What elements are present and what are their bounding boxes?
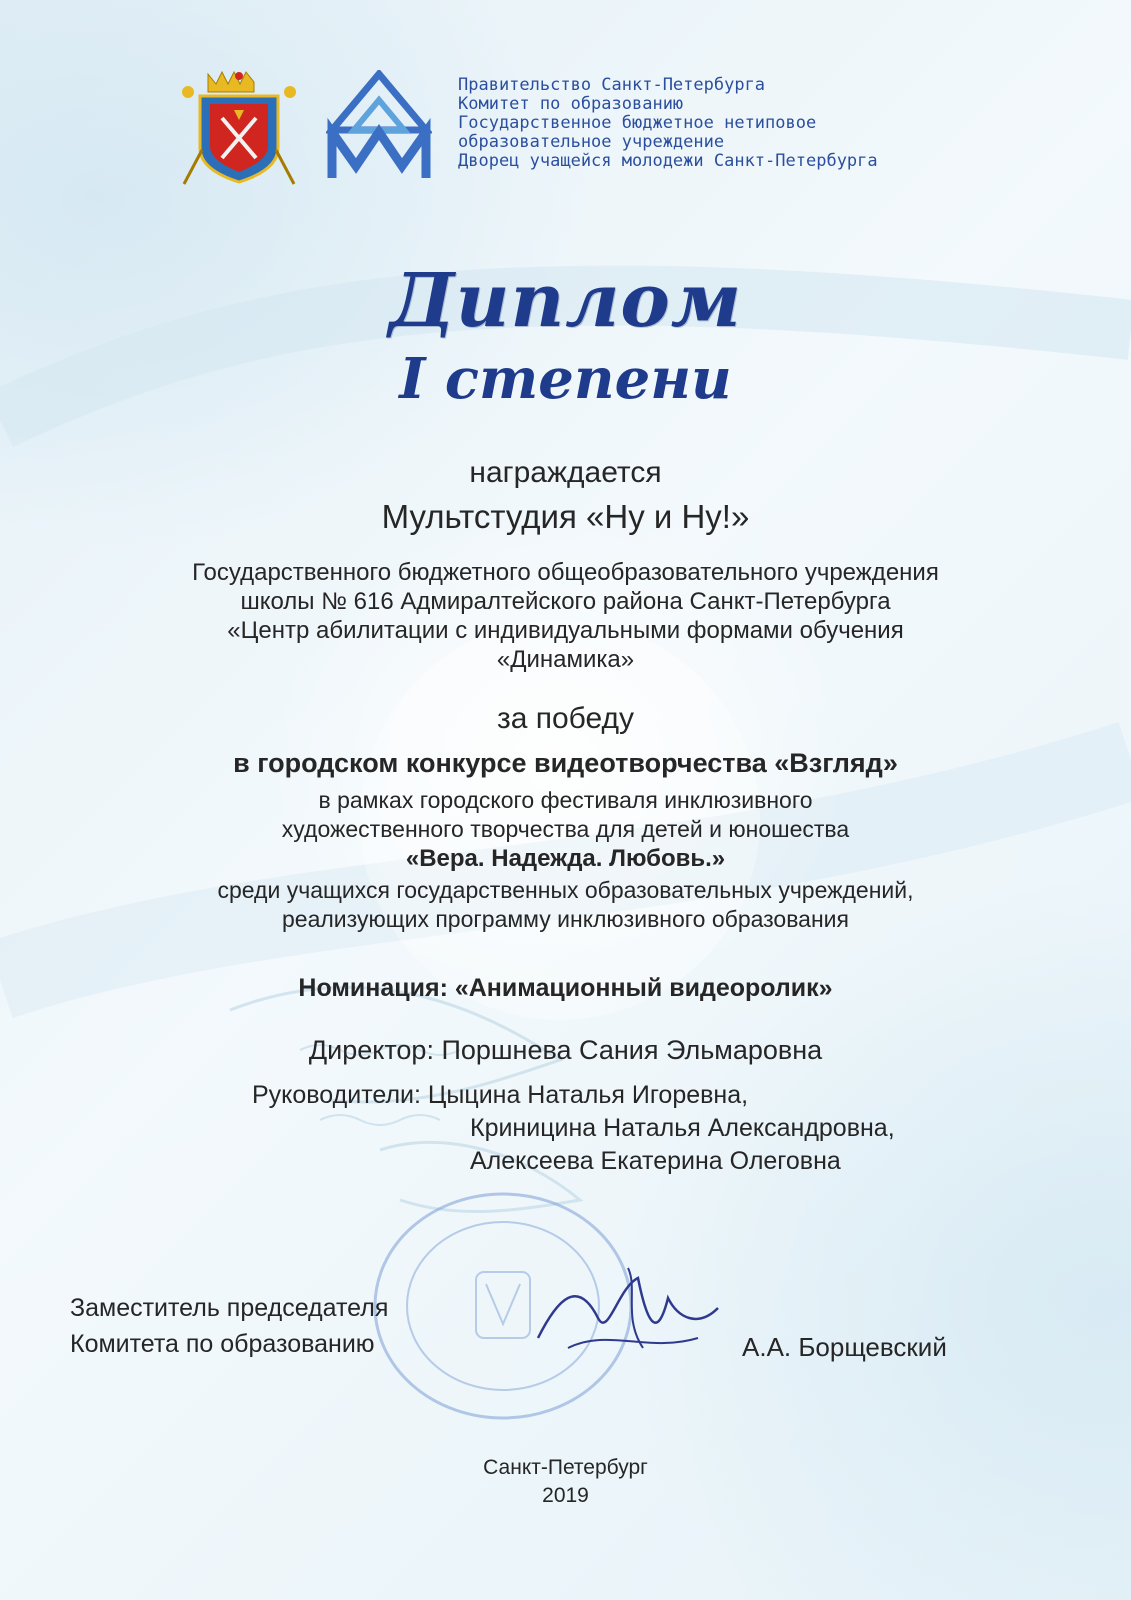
leader-name: Цыцина Наталья Игоревна, bbox=[427, 1081, 749, 1109]
leaders-row bbox=[252, 1079, 895, 1112]
leader-name: Алексеева Екатерина Олеговна bbox=[470, 1147, 841, 1175]
frame-line: художественного творчества для детей и юношества bbox=[281, 816, 850, 842]
leader-name: Криницина Наталья Александровна, bbox=[470, 1114, 895, 1142]
signer-position bbox=[70, 1290, 388, 1362]
spb-coat-of-arms-icon bbox=[178, 66, 300, 188]
recipient-name: Мультстудия «Ну и Ну!» bbox=[381, 498, 750, 535]
school-line: «Динамика» bbox=[496, 646, 635, 673]
footer-year: 2019 bbox=[542, 1484, 589, 1507]
org-line: Правительство Санкт-Петербурга bbox=[458, 75, 766, 95]
among-line: среди учащихся государственных образовательных учреждений, bbox=[217, 877, 914, 903]
frame-line: в рамках городского фестиваля инклюзивного bbox=[318, 787, 813, 813]
school-description bbox=[0, 558, 1131, 674]
school-line: «Центр абилитации с индивидуальными формами обучения bbox=[227, 617, 904, 644]
palace-youth-logo-icon bbox=[326, 70, 432, 182]
director-line: Директор: Поршнева Сания Эльмаровна bbox=[308, 1035, 823, 1065]
festival-frame-text bbox=[0, 786, 1131, 844]
among-text bbox=[0, 876, 1131, 934]
organization-header bbox=[458, 76, 878, 171]
footer-city: Санкт-Петербург bbox=[483, 1456, 648, 1479]
leaders-label: Руководители: bbox=[252, 1081, 421, 1109]
school-line: Государственного бюджетного общеобразовательного учреждения bbox=[192, 559, 939, 586]
org-line: образовательное учреждение bbox=[458, 132, 725, 152]
leaders-block bbox=[252, 1079, 895, 1178]
org-line: Государственное бюджетное нетиповое bbox=[458, 113, 817, 133]
signer-name: А.А. Борщевский bbox=[742, 1332, 947, 1362]
contest-name: в городском конкурсе видеотворчества «Взгляд» bbox=[233, 748, 898, 778]
org-line: Комитет по образованию bbox=[458, 94, 684, 114]
signature-icon bbox=[528, 1258, 728, 1368]
for-victory-text: за победу bbox=[496, 702, 635, 735]
diploma-degree: I степени bbox=[399, 346, 732, 412]
awarded-text: награждается bbox=[469, 456, 662, 489]
festival-name: «Вера. Надежда. Любовь.» bbox=[405, 845, 726, 872]
among-line: реализующих программу инклюзивного образования bbox=[282, 906, 849, 932]
position-line: Заместитель председателя bbox=[70, 1294, 389, 1322]
nomination: Номинация: «Анимационный видеоролик» bbox=[298, 974, 833, 1002]
diploma-title: Диплом bbox=[388, 258, 743, 344]
org-line: Дворец учащейся молодежи Санкт-Петербурга bbox=[458, 151, 878, 171]
school-line: школы № 616 Адмиралтейского района Санкт-Петербурга bbox=[240, 588, 891, 615]
position-line: Комитета по образованию bbox=[70, 1330, 375, 1358]
diploma-title-block bbox=[0, 255, 1131, 411]
